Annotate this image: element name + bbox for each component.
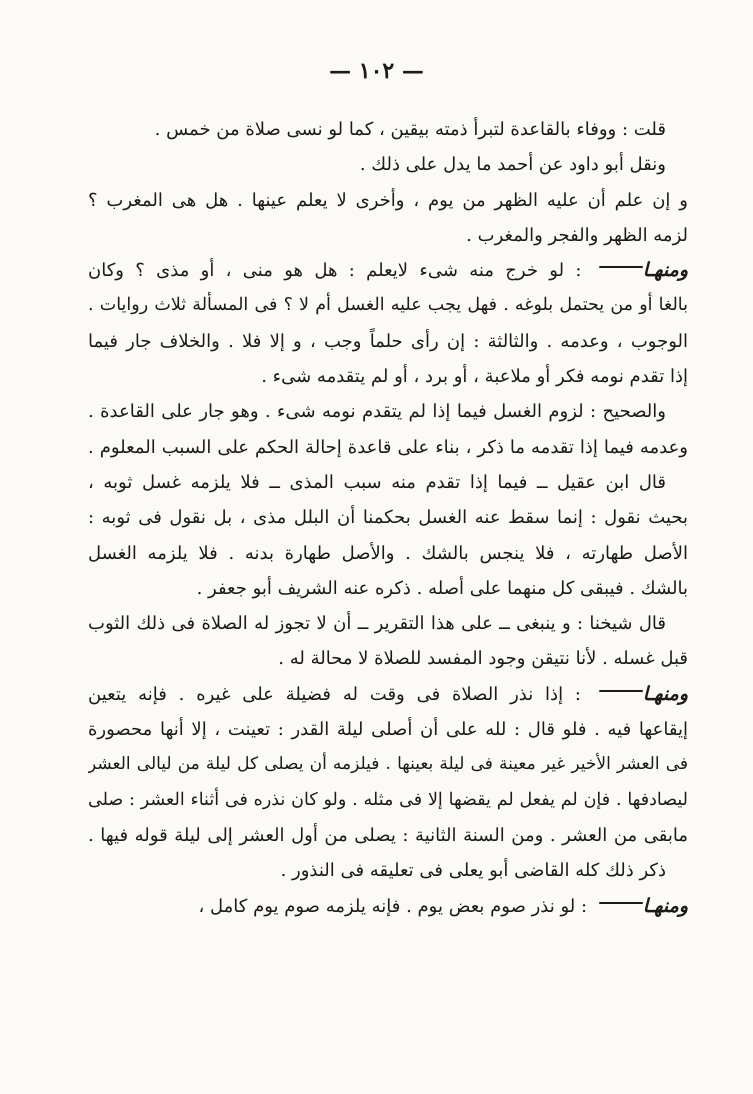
line-text: فى العشر الأخير غير معينة فى ليلة بعينها . فيلزمه أن يصلى كل ليلة من ليالى العشر [88,754,688,775]
line-text: وعدمه فيما إذا تقدمه ما ذكر ، بناء على قاعدة إحالة الحكم على السبب المعلوم . [88,436,688,458]
rubric-label: ومنهـا [642,259,688,282]
text-line [88,430,688,465]
line-text: : إذا نذر الصلاة فى وقت له فضيلة على غيره . فإنه يتعين [88,683,581,705]
text-line [88,288,688,323]
text-line [88,889,688,924]
text-line [88,183,688,218]
section-rubric [593,889,688,924]
line-text: ليصادفها . فإن لم يفعل لم يقضها إلا فى مثله . ولو كان نذره فى أثناء العشر : صلى [88,789,688,810]
page-number: — ١٠٢ — [329,58,424,84]
line-text: ونقل أبو داود عن أحمد ما يدل على ذلك . [359,154,666,176]
page-body-text [88,112,688,924]
rubric-label: ومنهـا [642,682,688,705]
text-line [88,712,688,747]
line-text: الأصل طهارته ، فلا ينجس بالشك . والأصل طهارة بدنه . فلا يلزمه الغسل [88,542,688,564]
text-line [88,253,688,288]
text-line [88,359,688,394]
text-line [88,500,688,535]
text-line [88,606,688,641]
text-line [88,536,688,571]
text-line [88,677,688,712]
line-text: بالشك . فيبقى كل منهما على أصله . ذكره عنه الشريف أبو جعفر . [196,577,688,599]
section-rubric [593,677,688,712]
line-text: مابقى من العشر . ومن السنة الثانية : يصلى من أول العشر إلى ليلة قوله فيها . [88,824,688,846]
line-text: ذكر ذلك كله القاضى أبو يعلى فى تعليقه فى النذور . [280,860,666,882]
line-text: والصحيح : لزوم الغسل فيما إذا لم يتقدم نومه شىء . وهو جار على القاعدة . [88,401,666,423]
rubric-flourish [599,902,643,904]
text-line [88,394,688,429]
line-text: قال شيخنا : و ينبغى ــ على هذا التقرير ــ أن لا تجوز له الصلاة فى ذلك الثوب [88,613,666,635]
text-line [88,324,688,359]
text-line [88,747,688,782]
text-line [88,641,688,676]
line-text: قال ابن عقيل ــ فيما إذا تقدم منه سبب المذى ــ فلا يلزمه غسل ثوبه ، [88,471,666,493]
section-rubric [593,253,688,288]
text-line [88,853,688,888]
text-line [88,112,688,147]
line-text: الوجوب ، وعدمه . والثالثة : إن رأى حلماً وجب ، و إلا فلا . والخلاف جار فيما [88,330,688,352]
line-text: إذا تقدم نومه فكر أو ملاعبة ، أو برد ، أو لم يتقدمه شىء . [261,366,688,388]
text-line [88,465,688,500]
line-text: : لو نذر صوم بعض يوم . فإنه يلزمه صوم يوم كامل ، [198,895,588,917]
text-line [88,218,688,253]
text-line [88,571,688,606]
line-text: بالغا أو من يحتمل بلوغه . فهل يجب عليه الغسل أم لا ؟ فى المسألة ثلاث روايات . [88,295,688,316]
text-line [88,147,688,182]
line-text: لزمه الظهر والفجر والمغرب . [466,224,688,246]
line-text: بحيث نقول : إنما سقط عنه الغسل بحكمنا أن البلل مذى ، بل نقول فى ثوبه : [88,507,688,529]
rubric-flourish [599,690,643,692]
line-text: و إن علم أن عليه الظهر من يوم ، وأخرى لا يعلم عينها . هل هى المغرب ؟ [88,189,688,211]
line-text: إيقاعها فيه . فلو قال : لله على أن أصلى ليلة القدر : تعينت ، إلا أنها محصورة [88,719,688,741]
text-line [88,783,688,818]
rubric-label: ومنهـا [642,894,688,917]
line-text: : لو خرج منه شىء لايعلم : هل هو منى ، أو مذى ؟ وكان [88,260,582,282]
line-text: قبل غسله . لأنا نتيقن وجود المفسد للصلاة لا محالة له . [278,648,688,670]
text-line [88,818,688,853]
rubric-flourish [599,266,643,268]
line-text: قلت : ووفاء بالقاعدة لتبرأ ذمته بيقين ، كما لو نسى صلاة من خمس . [154,119,666,140]
